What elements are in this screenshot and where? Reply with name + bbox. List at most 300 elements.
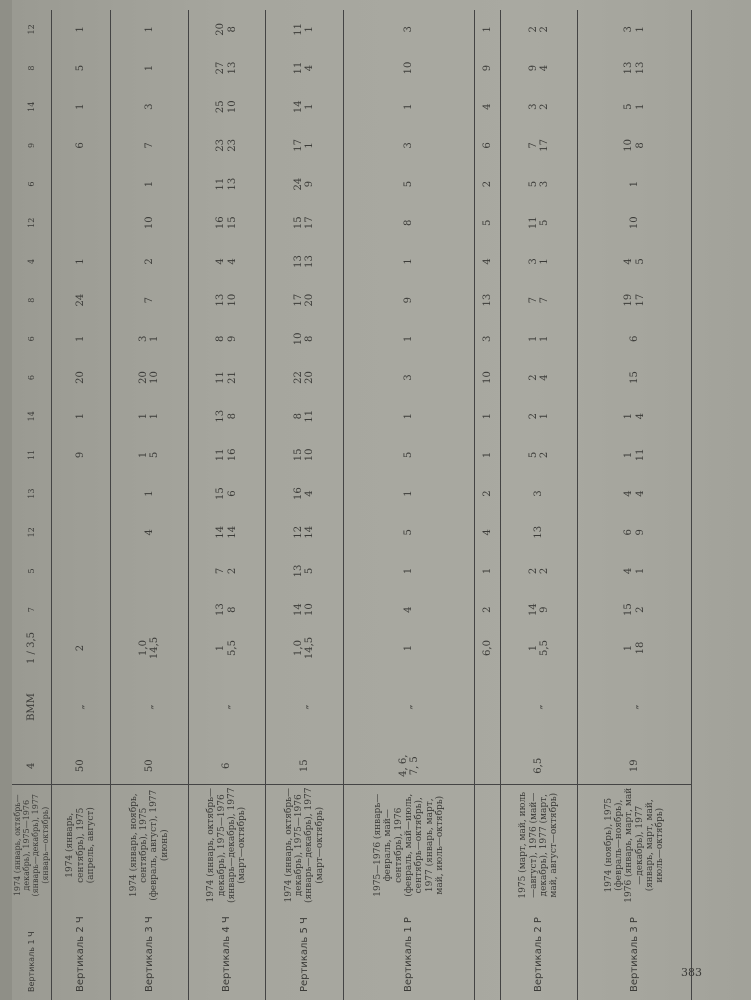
- cell: [266, 436, 344, 475]
- cell-value: 15: [292, 448, 304, 462]
- cell-value: 1: [75, 26, 87, 33]
- cell-value: 1: [75, 258, 87, 265]
- row-depth: [475, 747, 500, 785]
- cell-value: 17: [292, 139, 304, 152]
- cell: [51, 10, 110, 49]
- cell: [266, 397, 344, 436]
- cell-value: 15: [623, 603, 635, 617]
- header-col: 9: [12, 126, 51, 165]
- cell-value: 5: [149, 451, 161, 459]
- cell: [500, 397, 578, 436]
- range-value: 5,5: [226, 640, 238, 656]
- row-method: „: [343, 667, 475, 747]
- cell: [500, 10, 578, 49]
- cell-value: 13: [634, 61, 646, 75]
- cell-value: 16: [226, 448, 238, 462]
- range-value: 1,0: [292, 640, 304, 656]
- cell-value: 6: [226, 490, 238, 497]
- cell-value: 4: [143, 529, 155, 536]
- cell: [266, 242, 344, 281]
- cell-value: 13: [304, 255, 316, 268]
- row-method: „: [188, 667, 266, 747]
- cell: [500, 474, 578, 513]
- cell-value: 2: [539, 567, 551, 575]
- row-method: „: [266, 667, 344, 747]
- row-depth: 19: [578, 747, 692, 785]
- row-label: Вертикаль 3 Ч: [111, 905, 189, 1000]
- cell-value: 4: [634, 413, 646, 420]
- row-dates: 1974 (январь, ноябрь, сентябрь), 1975 (февраль, август), 1977 (июнь): [111, 785, 189, 905]
- cell: [343, 10, 475, 49]
- cell: [266, 281, 344, 320]
- cell: [51, 203, 110, 242]
- cell-value: 21: [226, 371, 238, 384]
- cell: [343, 436, 475, 475]
- cell-value: 1: [623, 413, 635, 420]
- cell: [188, 320, 266, 359]
- cell-value: 2: [527, 374, 539, 381]
- cell-value: 1: [143, 64, 155, 72]
- cell: [475, 320, 500, 359]
- cell: [475, 358, 500, 397]
- cell-value: 1: [634, 103, 646, 110]
- row-range: [51, 629, 110, 667]
- cell-value: 8: [634, 142, 646, 149]
- cell: [188, 281, 266, 320]
- cell: [188, 10, 266, 49]
- cell: [475, 126, 500, 165]
- cell-value: 3: [403, 374, 415, 381]
- cell-value: 10: [143, 216, 155, 230]
- row-range: [188, 629, 266, 667]
- cell-value: 9: [539, 606, 551, 613]
- cell: [111, 165, 189, 204]
- cell-value: 10: [304, 448, 316, 462]
- cell-value: 11: [292, 61, 304, 75]
- row-label: Вертикаль 2 Ч: [51, 905, 110, 1000]
- cell: [578, 165, 692, 204]
- cell: [475, 590, 500, 629]
- cell-value: 11: [634, 448, 646, 462]
- cell-value: 10: [149, 371, 161, 384]
- cell: [500, 242, 578, 281]
- cell: [266, 358, 344, 397]
- cell: [51, 320, 110, 359]
- cell-value: 17: [304, 216, 316, 230]
- range-value: 5,5: [539, 640, 551, 656]
- cell-value: 7: [527, 296, 539, 304]
- row-depth: 50: [51, 747, 110, 785]
- cell-value: 1: [403, 258, 415, 265]
- table-row: [500, 10, 578, 1000]
- cell-value: 1: [481, 413, 493, 420]
- cell: [500, 513, 578, 552]
- cell: [111, 320, 189, 359]
- cell: [266, 87, 344, 126]
- cell: [475, 49, 500, 88]
- cell-value: 4: [481, 529, 493, 536]
- range-value: 18: [634, 641, 646, 655]
- cell: [475, 281, 500, 320]
- cell: [475, 474, 500, 513]
- cell-value: 4: [623, 567, 635, 575]
- row-range: [578, 629, 692, 667]
- cell-value: 1: [143, 490, 155, 497]
- row-label: Рертикаль 5 Ч: [266, 905, 344, 1000]
- cell: [578, 281, 692, 320]
- cell: [578, 436, 692, 475]
- cell: [111, 242, 189, 281]
- cell: [500, 87, 578, 126]
- cell-value: 13: [226, 177, 238, 191]
- cell-value: 1: [137, 451, 149, 459]
- cell-value: 15: [292, 216, 304, 230]
- cell: [111, 358, 189, 397]
- row-label: Вертикаль 4 Ч: [188, 905, 266, 1000]
- cell-value: 1: [403, 103, 415, 110]
- header-col: 12: [12, 513, 51, 552]
- cell: [500, 320, 578, 359]
- cell: [266, 203, 344, 242]
- cell-value: 1: [149, 335, 161, 343]
- cell: [188, 49, 266, 88]
- cell: [343, 552, 475, 591]
- header-col: 12: [12, 203, 51, 242]
- header-col: 7: [12, 590, 51, 629]
- cell-value: 3: [143, 103, 155, 110]
- cell-value: 11: [304, 409, 316, 423]
- cell-value: 1: [137, 413, 149, 420]
- cell-value: 10: [226, 293, 238, 307]
- cell-value: 9: [634, 529, 646, 536]
- cell-value: 16: [292, 487, 304, 500]
- cell: [500, 590, 578, 629]
- cell-value: 19: [623, 293, 635, 307]
- cell-value: 10: [226, 100, 238, 114]
- cell-value: 10: [403, 61, 415, 75]
- cell-value: 13: [481, 293, 493, 307]
- cell: [578, 320, 692, 359]
- cell-value: 14: [226, 525, 238, 539]
- cell-value: 5: [527, 451, 539, 459]
- cell: [51, 281, 110, 320]
- cell: [266, 165, 344, 204]
- cell: [188, 358, 266, 397]
- cell: [343, 590, 475, 629]
- cell: [500, 436, 578, 475]
- row-depth: 6: [188, 747, 266, 785]
- cell-value: 2: [634, 606, 646, 613]
- cell: [111, 397, 189, 436]
- cell-value: 10: [481, 371, 493, 384]
- cell-value: 3: [533, 490, 545, 497]
- cell: [500, 552, 578, 591]
- cell-value: 2: [481, 606, 493, 613]
- row-method: „: [578, 667, 692, 747]
- cell: [578, 126, 692, 165]
- cell: [188, 165, 266, 204]
- cell-value: 14: [215, 525, 227, 539]
- header-method: ВММ: [12, 667, 51, 747]
- cell-value: 4: [539, 64, 551, 72]
- cell: [111, 87, 189, 126]
- cell-value: 13: [215, 603, 227, 617]
- cell-value: 1: [481, 567, 493, 575]
- cell-value: 2: [539, 451, 551, 459]
- cell-value: 1: [623, 451, 635, 459]
- cell-value: 3: [481, 335, 493, 343]
- cell: [188, 590, 266, 629]
- cell: [188, 513, 266, 552]
- cell: [343, 320, 475, 359]
- cell-value: 2: [226, 567, 238, 575]
- cell-value: 11: [215, 371, 227, 384]
- cell-value: 13: [215, 293, 227, 307]
- cell: [475, 513, 500, 552]
- cell-value: 15: [215, 487, 227, 500]
- header-col: 11: [12, 436, 51, 475]
- cell-value: 14: [292, 100, 304, 114]
- cell: [343, 87, 475, 126]
- cell: [343, 242, 475, 281]
- cell-value: 1: [403, 335, 415, 343]
- cell-value: 4: [539, 374, 551, 381]
- cell: [475, 436, 500, 475]
- cell-value: 5: [403, 451, 415, 459]
- cell: [475, 203, 500, 242]
- cell: [188, 397, 266, 436]
- cell-value: 5: [304, 567, 316, 575]
- header-label: Вертикаль 1 Ч: [12, 905, 51, 1000]
- cell-value: 5: [75, 64, 87, 72]
- cell-value: 4: [634, 490, 646, 497]
- cell: [111, 474, 189, 513]
- cell: [500, 126, 578, 165]
- range-value: 1: [623, 644, 635, 652]
- cell-value: 15: [628, 371, 640, 384]
- cell-value: 8: [226, 26, 238, 33]
- cell-value: 4: [304, 64, 316, 72]
- cell-value: 10: [623, 139, 635, 152]
- page-number: 383: [681, 966, 702, 979]
- cell-value: 3: [527, 258, 539, 265]
- cell-value: 2: [527, 413, 539, 420]
- cell: [578, 49, 692, 88]
- header-depth: 4: [12, 747, 51, 785]
- cell-value: 10: [304, 603, 316, 617]
- header-col: 13: [12, 474, 51, 513]
- cell: [51, 436, 110, 475]
- cell: [51, 49, 110, 88]
- header-col: 12: [12, 10, 51, 49]
- cell-value: 3: [403, 142, 415, 149]
- range-value: 2: [75, 644, 87, 652]
- cell-value: 7: [527, 142, 539, 149]
- cell-value: 24: [292, 177, 304, 191]
- cell-value: 17: [539, 139, 551, 152]
- cell-value: 2: [481, 490, 493, 497]
- cell-value: 1: [143, 26, 155, 33]
- row-dates: 1975—1976 (январь—февраль, май—сентябрь), 1976 (февраль, май—июль, сентябрь—октябрь), 1977 (январь, март, май, июль—октябрь): [343, 785, 475, 905]
- cell-value: 1: [539, 335, 551, 343]
- header-col: 4: [12, 242, 51, 281]
- row-dates: 1974 (январь, октябрь—декабрь), 1975—1976 (январь—декабрь), 1977 (март—октябрь): [266, 785, 344, 905]
- cell: [188, 87, 266, 126]
- cell-value: 22: [292, 371, 304, 384]
- cell: [343, 126, 475, 165]
- cell-value: 4: [403, 606, 415, 613]
- row-label: [475, 905, 500, 1000]
- cell-value: 7: [215, 567, 227, 575]
- cell: [578, 552, 692, 591]
- cell-value: 14: [304, 525, 316, 539]
- range-value: 14,5: [304, 636, 316, 660]
- cell-value: 1: [75, 335, 87, 343]
- range-value: 1,0: [137, 640, 149, 656]
- row-range: [266, 629, 344, 667]
- range-value: 1: [215, 644, 227, 652]
- cell-value: 2: [527, 26, 539, 33]
- row-dates: 1974 (ноябрь), 1975 (февраль—ноябрь), 1976 (январь, март, май—декабрь), 1977 (январь, март, май, июль—октябрь): [578, 785, 692, 905]
- cell-value: 1: [539, 258, 551, 265]
- cell: [500, 49, 578, 88]
- cell: [111, 590, 189, 629]
- range-value: 1: [527, 644, 539, 652]
- cell-value: 12: [292, 525, 304, 539]
- cell-value: 11: [215, 177, 227, 191]
- cell: [343, 397, 475, 436]
- cell: [51, 126, 110, 165]
- row-method: „: [500, 667, 578, 747]
- cell: [266, 126, 344, 165]
- rotated-table-container: [12, 0, 702, 1000]
- cell-value: 7: [539, 296, 551, 304]
- cell: [578, 590, 692, 629]
- row-dates: [475, 785, 500, 905]
- cell-value: 2: [539, 26, 551, 33]
- row-depth: 6,5: [500, 747, 578, 785]
- cell-value: 20: [215, 22, 227, 36]
- row-range: [111, 629, 189, 667]
- cell-value: 4: [226, 258, 238, 265]
- cell-value: 13: [226, 61, 238, 75]
- cell: [578, 242, 692, 281]
- cell-value: 11: [292, 22, 304, 36]
- header-col: 5: [12, 552, 51, 591]
- cell-value: 4: [623, 490, 635, 497]
- cell: [111, 10, 189, 49]
- cell-value: 20: [304, 293, 316, 307]
- cell: [578, 474, 692, 513]
- cell: [188, 552, 266, 591]
- cell-value: 1: [149, 413, 161, 420]
- cell-value: 4: [623, 258, 635, 265]
- cell: [578, 397, 692, 436]
- cell-value: 6: [75, 142, 87, 149]
- cell: [475, 397, 500, 436]
- cell: [266, 320, 344, 359]
- header-col: 14: [12, 87, 51, 126]
- header-col: 8: [12, 281, 51, 320]
- cell: [51, 87, 110, 126]
- cell-value: 8: [215, 335, 227, 343]
- cell-value: 3: [623, 26, 635, 33]
- cell-value: 1: [403, 490, 415, 497]
- cell-value: 9: [304, 180, 316, 188]
- cell: [111, 552, 189, 591]
- cell: [51, 590, 110, 629]
- cell-value: 13: [215, 409, 227, 423]
- cell: [343, 49, 475, 88]
- cell-value: 1: [75, 103, 87, 110]
- row-method: [475, 667, 500, 747]
- cell: [500, 203, 578, 242]
- cell: [343, 474, 475, 513]
- row-depth: 4, 6, 7, 5: [343, 747, 475, 785]
- row-label: Вертикаль 3 Р: [578, 905, 692, 1000]
- cell: [51, 242, 110, 281]
- cell: [343, 203, 475, 242]
- cell: [51, 474, 110, 513]
- header-col: 6: [12, 358, 51, 397]
- cell-value: 23: [226, 139, 238, 152]
- cell-value: 5: [527, 180, 539, 188]
- row-label: Вертикаль 2 Р: [500, 905, 578, 1000]
- cell-value: 8: [292, 413, 304, 420]
- table-row: [188, 10, 266, 1000]
- row-range: [343, 629, 475, 667]
- cell-value: 8: [226, 606, 238, 613]
- cell: [578, 87, 692, 126]
- cell: [266, 590, 344, 629]
- cell-value: 5: [539, 219, 551, 226]
- cell: [111, 49, 189, 88]
- header-row: [12, 10, 51, 1000]
- header-dates: 1974 (январь, октябрь—декабрь), 1975—1976 (январь—декабрь), 1977 (январь—октябрь): [12, 785, 51, 905]
- header-col: 8: [12, 49, 51, 88]
- cell-value: 3: [137, 335, 149, 343]
- cell: [266, 49, 344, 88]
- cell-value: 4: [215, 258, 227, 265]
- header-col: 6: [12, 320, 51, 359]
- cell: [111, 203, 189, 242]
- cell-value: 10: [628, 216, 640, 230]
- cell: [266, 10, 344, 49]
- cell: [188, 474, 266, 513]
- cell: [475, 552, 500, 591]
- cell: [500, 358, 578, 397]
- cell: [578, 10, 692, 49]
- cell-value: 13: [623, 61, 635, 75]
- cell-value: 7: [143, 142, 155, 149]
- cell: [343, 281, 475, 320]
- table-row: [51, 10, 110, 1000]
- cell-value: 14: [527, 603, 539, 617]
- cell-value: 11: [527, 216, 539, 230]
- cell: [266, 552, 344, 591]
- cell-value: 13: [292, 564, 304, 578]
- header-col: 6: [12, 165, 51, 204]
- row-dates: 1974 (январь, октябрь—декабрь), 1975—1976 (январь—декабрь), 1977 (март—октябрь): [188, 785, 266, 905]
- row-method: „: [51, 667, 110, 747]
- cell-value: 20: [75, 371, 87, 384]
- cell-value: 6: [623, 529, 635, 536]
- cell-value: 11: [215, 448, 227, 462]
- range-value: 14,5: [149, 636, 161, 660]
- cell: [343, 165, 475, 204]
- cell-value: 2: [143, 258, 155, 265]
- cell-value: 8: [403, 219, 415, 226]
